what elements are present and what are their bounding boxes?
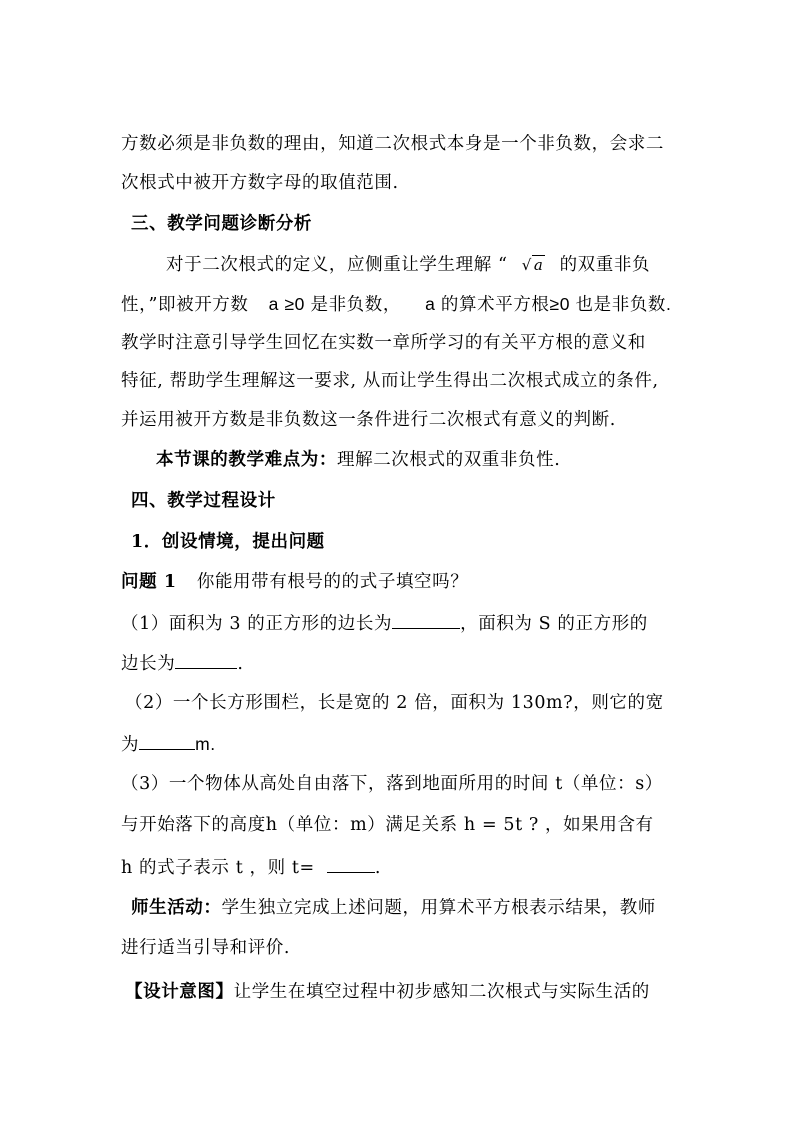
answer-blank: [175, 650, 237, 669]
paragraph-line: [121, 369, 681, 393]
question-line: [121, 813, 681, 837]
question-line: [121, 610, 681, 636]
paragraph-line: [121, 331, 681, 355]
question-line: [121, 854, 681, 880]
difficulty-line: [156, 448, 716, 472]
paragraph-line: [166, 253, 726, 277]
radicand: a: [533, 256, 544, 274]
question-line: [121, 731, 681, 757]
text: h 的式子表示 t ，则 t=: [121, 858, 315, 878]
activity-line: [131, 896, 691, 920]
text: 的双重非负: [559, 255, 651, 275]
question-line: [121, 772, 681, 796]
activity-label: 师生活动：: [131, 898, 222, 918]
text: 边长为: [121, 654, 176, 674]
heading-text: 四、教学过程设计: [131, 491, 276, 511]
text: 教学时注意引导学生回忆在实数一章所学习的有关平方根的意义和: [121, 333, 646, 353]
text: 对于二次根式的定义，应侧重让学生理解 “: [166, 255, 508, 275]
text: 方数必须是非负数的理由，知道二次根式本身是一个非负数，会求二: [121, 134, 664, 154]
question-line: [125, 691, 685, 715]
question-label: 问题 1: [121, 572, 177, 592]
paragraph-line: [121, 292, 681, 317]
text: 为: [121, 735, 140, 755]
answer-blank: [392, 610, 460, 629]
difficulty-label: 本节课的教学难点为：: [156, 450, 337, 470]
design-intent-line: [125, 980, 685, 1004]
text: m.: [195, 734, 216, 754]
text: .: [374, 858, 382, 878]
subheading: [131, 530, 691, 554]
text: a ≥0 是非负数，: [268, 294, 401, 314]
paragraph-line: [121, 408, 681, 432]
section-heading-4: [131, 489, 691, 513]
text: 让学生在填空过程中初步感知二次根式与实际生活的: [233, 982, 650, 1002]
text: （1）面积为 3 的正方形的边长为: [121, 614, 393, 634]
question-line: [121, 570, 681, 594]
answer-blank: [139, 731, 195, 750]
text: （2）一个长方形围栏，长是宽的 2 倍，面积为 130m?，则它的宽: [125, 693, 664, 713]
section-heading-3: [131, 212, 691, 236]
sqrt-formula: √ a: [521, 256, 544, 274]
text: 与开始落下的高度h（单位：m）满足关系 h = 5t ? ，如果用含有: [121, 815, 654, 835]
text: 次根式中被开方数字母的取值范围.: [121, 173, 399, 193]
text: 并运用被开方数是非负数这一条件进行二次根式有意义的判断.: [121, 410, 616, 430]
text: 理解二次根式的双重非负性.: [337, 450, 561, 470]
text: 性，”即被开方数: [121, 295, 249, 315]
paragraph-line: [121, 132, 681, 156]
question-line: [121, 650, 681, 676]
text: （3）一个物体从高处自由落下，落到地面所用的时间 t（单位：s）: [121, 774, 663, 794]
text: 特征, 帮助学生理解这一要求, 从而让学生得出二次根式成立的条件,: [121, 371, 659, 391]
text: a 的算术平方根≥0 也是非负数.: [425, 294, 672, 314]
design-label: 【设计意图】: [125, 982, 234, 1002]
text: 你能用带有根号的的式子填空吗？: [196, 572, 469, 592]
text: ，面积为 S 的正方形的: [460, 614, 648, 634]
text: 学生独立完成上述问题，用算术平方根表示结果，教师: [221, 898, 656, 918]
answer-blank: [327, 854, 375, 873]
activity-line: [121, 936, 681, 960]
subheading-text: 1．创设情境，提出问题: [131, 532, 325, 552]
heading-text: 三、教学问题诊断分析: [131, 214, 312, 234]
text: .: [237, 654, 244, 674]
paragraph-line: [121, 171, 681, 195]
text: 进行适当引导和评价.: [121, 938, 291, 958]
